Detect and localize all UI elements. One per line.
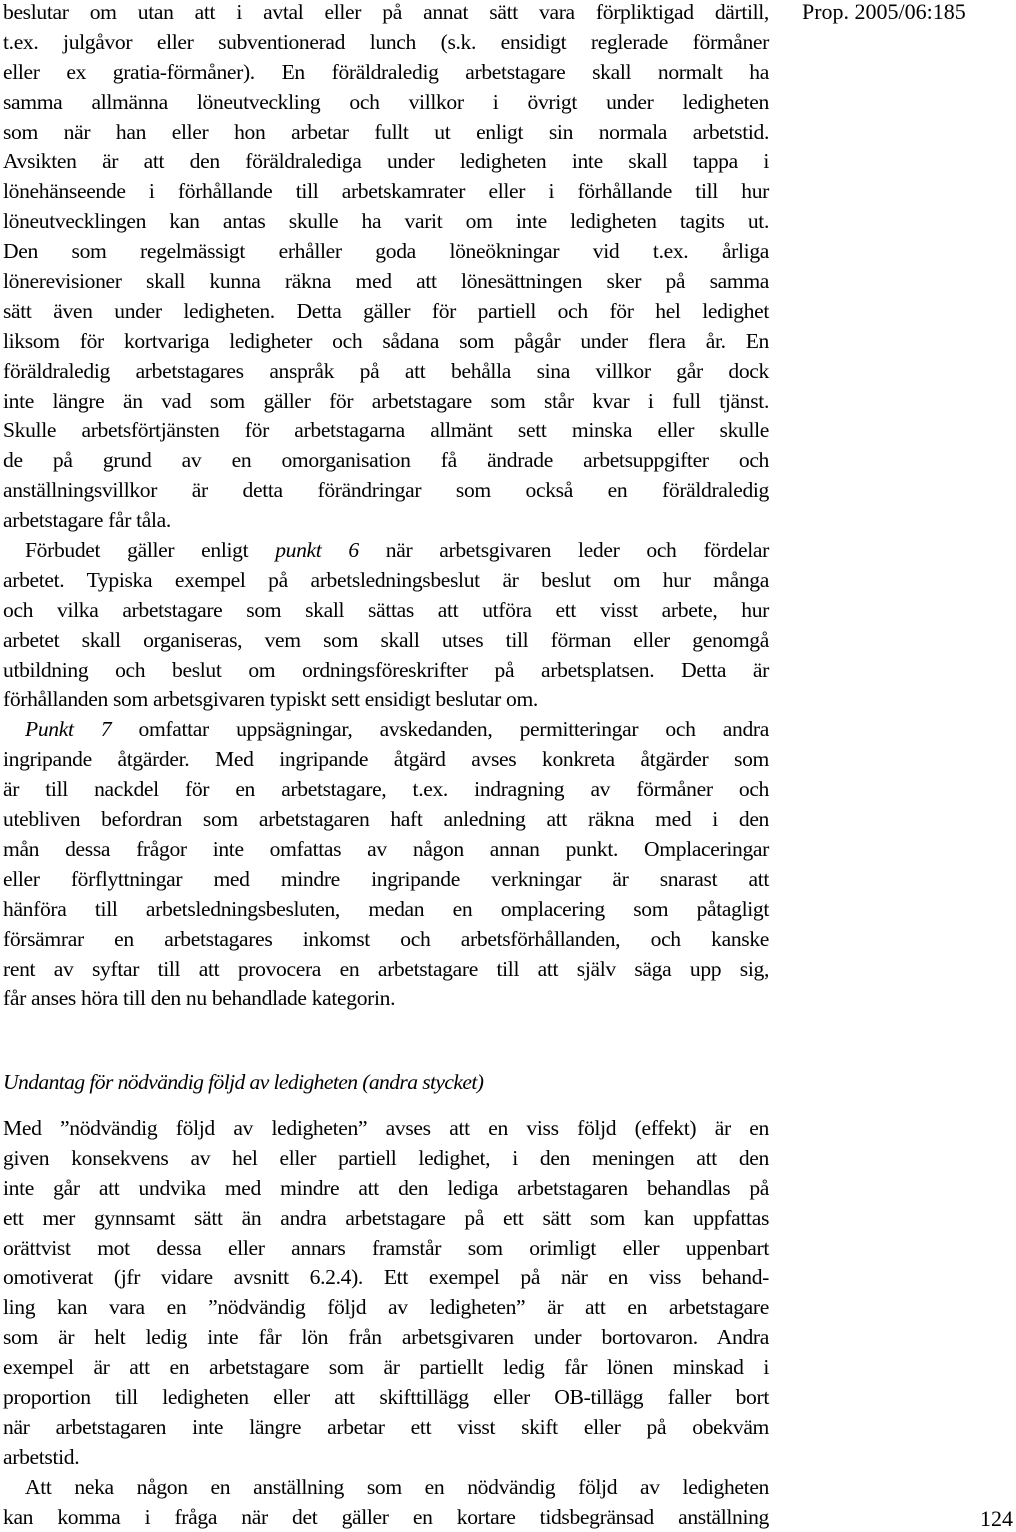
text-line: inte går att undvika med mindre att den lediga arbetstagaren behandlas på (3, 1175, 769, 1200)
text-line: löneutvecklingen kan antas skulle ha varit om inte ledigheten tagits ut. (3, 209, 769, 234)
text-line: Med ”nödvändig följd av ledigheten” avses att en viss följd (effekt) är en (3, 1116, 769, 1140)
text-line: Skulle arbetsförtjänsten för arbetstagarna allmänt sett minska eller skulle (3, 418, 769, 443)
text-line: försämrar en arbetstagares inkomst och arbetsförhållanden, och kanske (3, 926, 769, 951)
text-line: när arbetstagaren inte längre arbetar ett visst skift eller på obekväm (3, 1414, 769, 1439)
text-line: arbetet skall organiseras, vem som skall utses till förman eller genomgå (3, 627, 769, 652)
text-line (3, 715, 769, 745)
text-line: utebliven befordran som arbetstagaren haft anledning att räkna med i den (3, 807, 769, 832)
text-line: exempel är att en arbetstagare som är partiellt ledig får lönen minskad i (3, 1355, 769, 1380)
text-line: eller ex gratia-förmåner). En föräldraledig arbetstagare skall normalt ha (3, 59, 769, 84)
text-line: som är helt ledig inte får lön från arbetsgivaren under bortovaron. Andra (3, 1325, 769, 1350)
paragraph (3, 0, 769, 536)
text-line: förhållanden som arbetsgivaren typiskt sett ensidigt beslutar om. (3, 687, 538, 712)
text-line: given konsekvens av hel eller partiell ledighet, i den meningen att den (3, 1145, 769, 1170)
text-line: eller förflyttningar med mindre ingripande verkningar är snarast att (3, 866, 769, 891)
section-heading: Undantag för nödvändig följd av ledigheten (andra stycket) (3, 1070, 484, 1094)
text-line: proportion till ledigheten eller att skifttillägg eller OB-tillägg faller bort (3, 1385, 769, 1410)
section-body (3, 0, 769, 1014)
section-body (3, 1114, 769, 1532)
text-line: ett mer gynnsamt sätt än andra arbetstagare på ett sätt som kan uppfattas (3, 1205, 769, 1230)
paragraph (3, 1473, 769, 1532)
text-line: Avsikten är att den föräldralediga under ledigheten inte skall tappa i (3, 149, 769, 174)
text-line: utbildning och beslut om ordningsföreskrifter på arbetsplatsen. Detta är (3, 657, 769, 682)
text-line: t.ex. julgåvor eller subventionerad lunch (s.k. ensidigt reglerade förmåner (3, 29, 769, 54)
text-line: sätt även under ledigheten. Detta gäller för partiell och för hel ledighet (3, 298, 769, 323)
text-line: Den som regelmässigt erhåller goda löneökningar vid t.ex. årliga (3, 239, 769, 264)
text-line: Att neka någon en anställning som en nödvändig följd av ledigheten (25, 1474, 769, 1499)
text-line: beslutar om utan att i avtal eller på annat sätt vara förpliktigad därtill, (3, 0, 769, 24)
text-line: liksom för kortvariga ledigheter och sådana som pågår under flera år. En (3, 328, 769, 353)
paragraph (3, 1114, 769, 1473)
text-line: mån dessa frågor inte omfattas av någon annan punkt. Omplaceringar (3, 836, 769, 861)
text-line: lönehänseende i förhållande till arbetskamrater eller i förhållande till hur (3, 179, 769, 204)
text-line: ling kan vara en ”nödvändig följd av ledigheten” är att en arbetstagare (3, 1295, 769, 1320)
text-line: ingripande åtgärder. Med ingripande åtgärd avses konkreta åtgärder som (3, 747, 769, 772)
text-line: arbetstid. (3, 1444, 80, 1469)
text-run: när arbetsgivaren leder och fördelar (358, 538, 770, 563)
text-line: är till nackdel för en arbetstagare, t.ex. indragning av förmåner och (3, 777, 769, 802)
text-line: arbetet. Typiska exempel på arbetsledningsbeslut är beslut om hur många (3, 567, 769, 592)
page-number: 124 (980, 1506, 1013, 1531)
text-line (3, 536, 769, 566)
emphasis-text: Punkt 7 (25, 717, 112, 742)
text-line: och vilka arbetstagare som skall sättas att utföra ett visst arbete, hur (3, 597, 769, 622)
paragraph (3, 715, 769, 1014)
text-line: föräldraledig arbetstagares anspråk på att behålla sina villkor går dock (3, 358, 769, 383)
emphasis-text: punkt 6 (275, 538, 359, 563)
paragraph (3, 536, 769, 715)
text-run: omfattar uppsägningar, avskedanden, permitteringar och andra (111, 717, 769, 742)
text-line: arbetstagare får tåla. (3, 508, 171, 533)
text-line: orättvist mot dessa eller annars framstår som orimligt eller uppenbart (3, 1235, 769, 1260)
text-line: de på grund av en omorganisation få ändrade arbetsuppgifter och (3, 448, 769, 473)
text-line: inte längre än vad som gäller för arbetstagare som står kvar i full tjänst. (3, 388, 769, 413)
text-run: Förbudet gäller enligt (25, 538, 276, 563)
text-line: omotiverat (jfr vidare avsnitt 6.2.4). Ett exempel på när en viss behand- (3, 1265, 769, 1290)
text-line: kan komma i fråga när det gäller en kortare tidsbegränsad anställning (3, 1504, 769, 1529)
text-line: som när han eller hon arbetar fullt ut enligt sin normala arbetstid. (3, 119, 769, 144)
document-reference: Prop. 2005/06:185 (802, 0, 966, 24)
text-line: anställningsvillkor är detta förändringar som också en föräldraledig (3, 478, 769, 503)
text-line: hänföra till arbetsledningsbesluten, medan en omplacering som påtagligt (3, 896, 769, 921)
text-line: lönerevisioner skall kunna räkna med att lönesättningen sker på samma (3, 269, 769, 294)
text-line: samma allmänna löneutveckling och villkor i övrigt under ledigheten (3, 89, 769, 114)
text-line: rent av syftar till att provocera en arbetstagare till att själv säga upp sig, (3, 956, 769, 981)
text-line: får anses höra till den nu behandlade kategorin. (3, 986, 396, 1011)
